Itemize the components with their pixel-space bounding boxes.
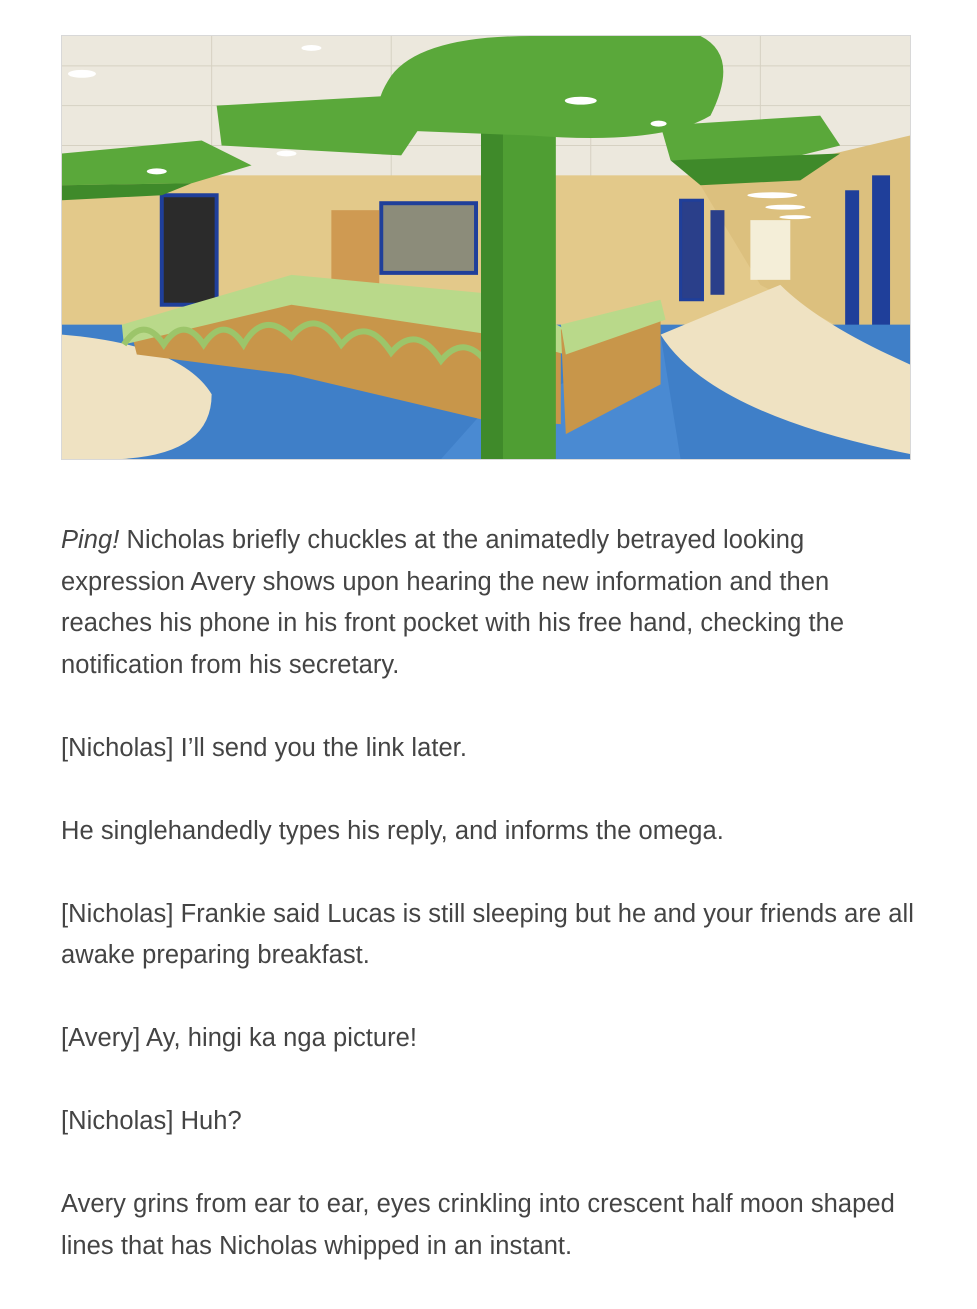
photo-illustration (62, 36, 910, 459)
paragraph-4: [Nicholas] Frankie said Lucas is still sleeping but he and your friends are all awake preparing breakfast. (61, 899, 914, 969)
paragraph-2: [Nicholas] I’ll send you the link later. (61, 733, 467, 762)
paragraph-6: [Nicholas] Huh? (61, 1107, 242, 1135)
paragraph-1-text: Nicholas briefly chuckles at the animatedly betrayed looking expression Avery shows upon hearing the new information and then reaches his phone in his front pocket with his free hand, checking the notification from his secretary. (61, 526, 845, 679)
hospital-lobby-photo (61, 35, 911, 460)
paragraph-1 (61, 520, 921, 686)
paragraph-7: Avery grins from ear to ear, eyes crinkling into crescent half moon shaped lines that has Nicholas whipped in an instant. (61, 1190, 895, 1260)
paragraph-5: [Avery] Ay, hingi ka nga picture! (61, 1024, 418, 1052)
sound-effect-ping: Ping! (61, 526, 120, 554)
story-text (61, 520, 921, 1309)
paragraph-3: He singlehandedly types his reply, and informs the omega. (61, 816, 724, 845)
